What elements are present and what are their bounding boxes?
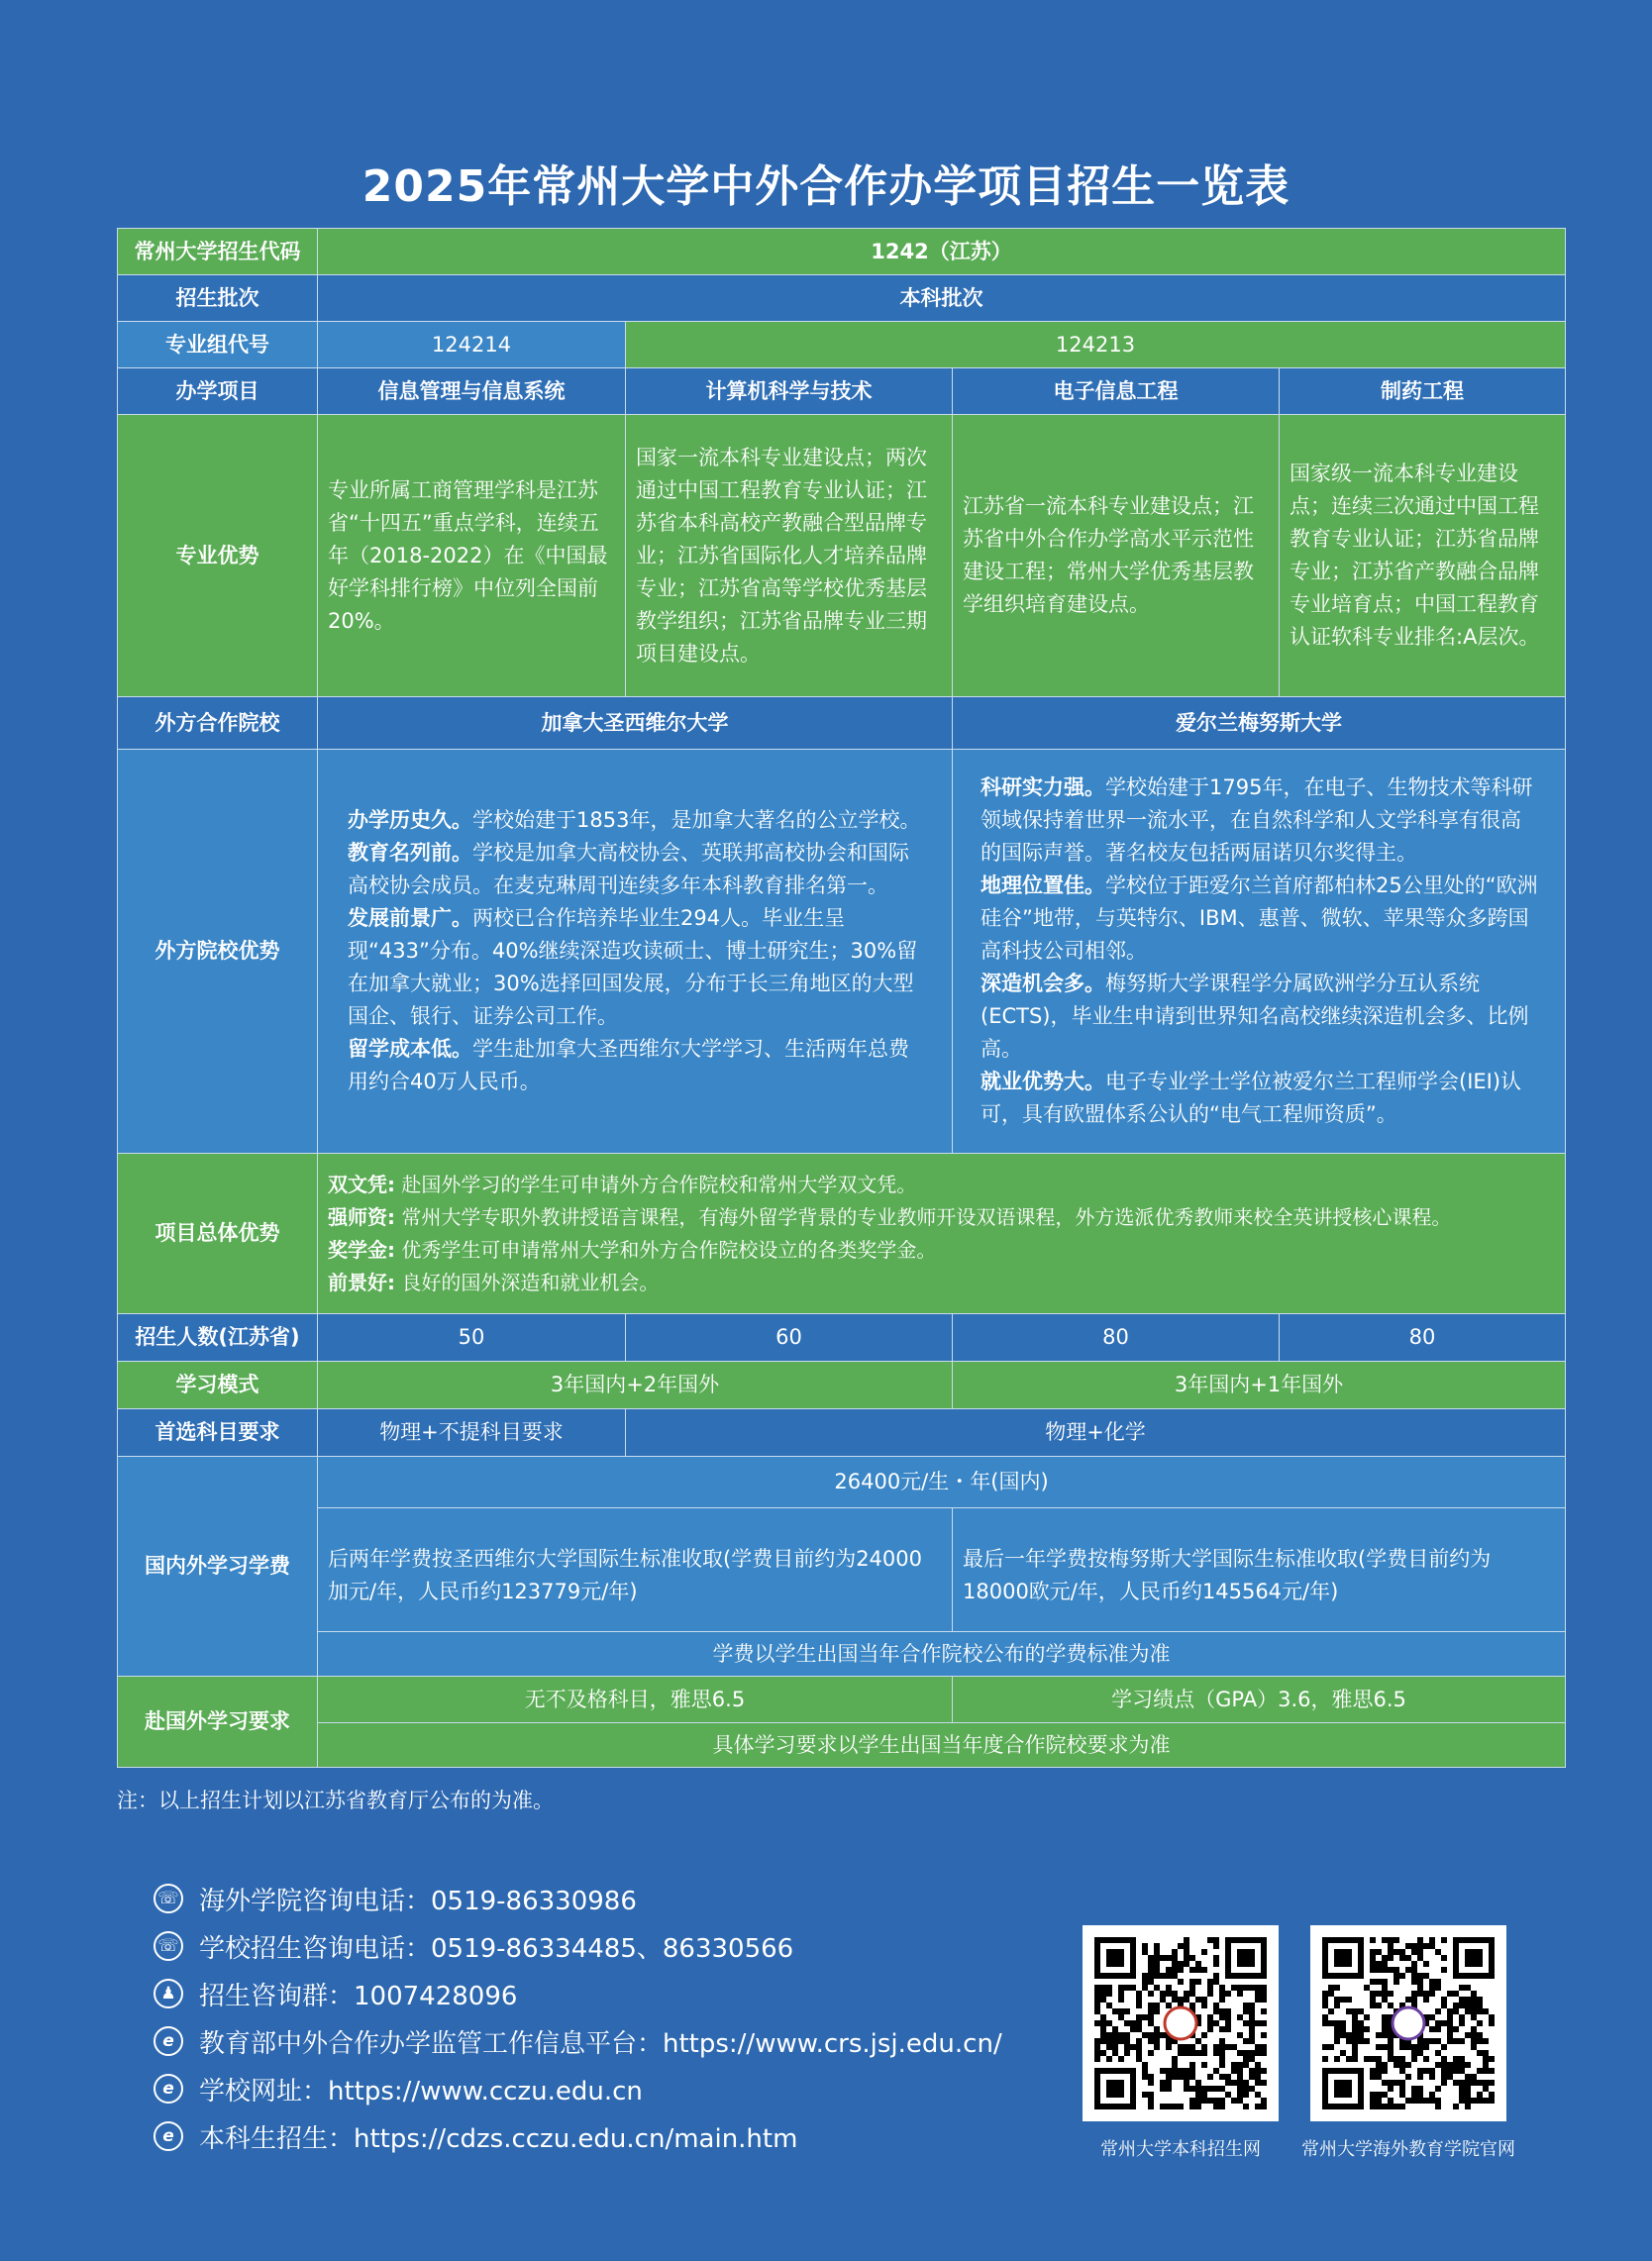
program-name: 制药工程 xyxy=(1280,368,1566,415)
advantage-text: 国家级一流本科专业建设点；连续三次通过中国工程教育专业认证；江苏省品牌专业；江苏省产教融合品牌专业培育点；中国工程教育认证软科专业排名:A层次。 xyxy=(1280,415,1566,697)
partner-adv-label: 外方院校优势 xyxy=(118,750,318,1154)
row-fee-domestic xyxy=(118,1457,1566,1508)
adv-item: 科研实力强。学校始建于1795年，在电子、生物技术等科研领域保持着世界一流水平，在自然科学和人文学科享有很高的国际声誉。著名校友包括两届诺贝尔奖得主。 xyxy=(981,775,1533,865)
row-subject xyxy=(118,1409,1566,1457)
row-batch xyxy=(118,275,1566,322)
row-program xyxy=(118,368,1566,415)
footnote: 注：以上招生计划以江苏省教育厅公布的为准。 xyxy=(117,1789,554,1812)
quota-value: 60 xyxy=(626,1314,953,1362)
row-partner-advantage xyxy=(118,750,1566,1154)
group-code-2: 124213 xyxy=(626,322,1566,368)
contact-text: 海外学院咨询电话：0519-86330986 xyxy=(199,1886,637,1916)
page-title: 2025年常州大学中外合作办学项目招生一览表 xyxy=(361,161,1291,212)
adv-item: 就业优势大。电子专业学士学位被爱尔兰工程师学会(IEI)认可，具有欧盟体系公认的“电气工程师资质”。 xyxy=(981,1070,1522,1126)
row-partner xyxy=(118,697,1566,750)
group-label: 专业组代号 xyxy=(118,322,318,368)
row-req-note xyxy=(118,1723,1566,1768)
contact-item xyxy=(154,1922,1002,1970)
advantage-text: 国家一流本科专业建设点；两次通过中国工程教育专业认证；江苏省本科高校产教融合型品牌专业；江苏省国际化人才培养品牌专业；江苏省高等学校优秀基层教学组织；江苏省品牌专业三期项目建设点。 xyxy=(626,415,953,697)
program-name: 电子信息工程 xyxy=(953,368,1280,415)
overall-item: 强师资: 常州大学专职外教讲授语言课程，有海外留学背景的专业教师开设双语课程，外方选派优秀教师来校全英讲授核心课程。 xyxy=(328,1204,1452,1229)
contact-link[interactable]: 学校网址：https://www.cczu.edu.cn xyxy=(199,2076,643,2107)
adv-item: 教育名列前。学校是加拿大高校协会、英联邦高校协会和国际高校协会成员。在麦克琳周刊连续多年本科教育排名第一。 xyxy=(348,841,909,897)
partner-adv-1 xyxy=(318,750,953,1154)
row-overall xyxy=(118,1154,1566,1314)
advantage-text: 专业所属工商管理学科是江苏省“十四五”重点学科，连续五年（2018-2022）在《中国最好学科排行榜》中位列全国前20%。 xyxy=(318,415,626,697)
row-group xyxy=(118,322,1566,368)
batch-value: 本科批次 xyxy=(318,275,1566,322)
quota-value: 80 xyxy=(953,1314,1280,1362)
mode-label: 学习模式 xyxy=(118,1362,318,1409)
qr-code-undergrad xyxy=(1083,1925,1279,2121)
contact-text: 招生咨询群：1007428096 xyxy=(199,1981,518,2011)
contact-item[interactable] xyxy=(154,2065,1002,2112)
contact-item[interactable] xyxy=(154,2017,1002,2065)
adv-item: 办学历史久。学校始建于1853年，是加拿大著名的公立学校。 xyxy=(348,808,921,832)
program-label: 办学项目 xyxy=(118,368,318,415)
contact-link[interactable]: 教育部中外合作办学监管工作信息平台：https://www.crs.jsj.edu.cn/ xyxy=(199,2028,1002,2059)
code-value: 1242（江苏） xyxy=(318,229,1566,275)
qr-caption: 常州大学本科招生网 xyxy=(1100,2139,1261,2160)
overall-item: 前景好: 良好的国外深造和就业机会。 xyxy=(328,1270,660,1294)
adv-item: 留学成本低。学生赴加拿大圣西维尔大学学习、生活两年总费用约合40万人民币。 xyxy=(348,1037,909,1093)
fee-note: 学费以学生出国当年合作院校公布的学费标准为准 xyxy=(318,1632,1566,1677)
req-value-2: 学习绩点（GPA）3.6，雅思6.5 xyxy=(953,1677,1566,1723)
partner-name-2: 爱尔兰梅努斯大学 xyxy=(953,697,1566,750)
fee-abroad-2: 最后一年学费按梅努斯大学国际生标准收取(学费目前约为18000欧元/年，人民币约145564元/年) xyxy=(953,1508,1566,1632)
adv-item: 发展前景广。两校已合作培养毕业生294人。毕业生呈现“433”分布。40%继续深造攻读硕士、博士研究生；30%留在加拿大就业；30%选择回国发展，分布于长三角地区的大型国企、银行、证券公司工作。 xyxy=(348,906,918,1028)
req-value-1: 无不及格科目，雅思6.5 xyxy=(318,1677,953,1723)
adv-item: 深造机会多。梅努斯大学课程学分属欧洲学分互认系统(ECTS)，毕业生申请到世界知名高校继续深造机会多、比例高。 xyxy=(981,972,1529,1061)
subject-label: 首选科目要求 xyxy=(118,1409,318,1457)
program-name: 计算机科学与技术 xyxy=(626,368,953,415)
contact-text: 学校招生咨询电话：0519-86334485、86330566 xyxy=(199,1933,794,1964)
contact-item xyxy=(154,1970,1002,2017)
browser-icon: e xyxy=(154,2026,183,2056)
row-fee-note xyxy=(118,1632,1566,1677)
req-label: 赴国外学习要求 xyxy=(118,1677,318,1768)
contact-link[interactable]: 本科生招生：https://cdzs.cczu.edu.cn/main.htm xyxy=(199,2123,798,2154)
subject-value-2: 物理+化学 xyxy=(626,1409,1566,1457)
browser-icon: e xyxy=(154,2121,183,2151)
phone-icon: ☏ xyxy=(154,1884,183,1913)
fee-abroad-1: 后两年学费按圣西维尔大学国际生标准收取(学费目前约为24000加元/年，人民币约123779元/年) xyxy=(318,1508,953,1632)
row-mode xyxy=(118,1362,1566,1409)
row-quota xyxy=(118,1314,1566,1362)
phone-icon: ☏ xyxy=(154,1931,183,1961)
adv-item: 地理位置佳。学校位于距爱尔兰首府都柏林25公里处的“欧洲硅谷”地带，与英特尔、IBM、惠普、微软、苹果等众多跨国高科技公司相邻。 xyxy=(981,874,1538,963)
fee-domestic: 26400元/生・年(国内) xyxy=(318,1457,1566,1508)
quota-value: 80 xyxy=(1280,1314,1566,1362)
contact-item[interactable] xyxy=(154,2112,1002,2160)
overall-advantages xyxy=(318,1154,1566,1314)
row-req xyxy=(118,1677,1566,1723)
partner-name-1: 加拿大圣西维尔大学 xyxy=(318,697,953,750)
qq-icon: ♟ xyxy=(154,1979,183,2008)
quota-value: 50 xyxy=(318,1314,626,1362)
mode-value-2: 3年国内+1年国外 xyxy=(953,1362,1566,1409)
overall-label: 项目总体优势 xyxy=(118,1154,318,1314)
partner-adv-2 xyxy=(953,750,1566,1154)
qr-code-overseas xyxy=(1310,1925,1506,2121)
advantage-text: 江苏省一流本科专业建设点；江苏省中外合作办学高水平示范性建设工程；常州大学优秀基层教学组织培育建设点。 xyxy=(953,415,1280,697)
subject-value-1: 物理+不提科目要求 xyxy=(318,1409,626,1457)
overall-item: 双文凭: 赴国外学习的学生可申请外方合作院校和常州大学双文凭。 xyxy=(328,1172,917,1196)
req-note: 具体学习要求以学生出国当年度合作院校要求为准 xyxy=(318,1723,1566,1768)
browser-icon: e xyxy=(154,2074,183,2104)
group-code-1: 124214 xyxy=(318,322,626,368)
contact-item xyxy=(154,1875,1002,1922)
row-code xyxy=(118,229,1566,275)
partner-label: 外方合作院校 xyxy=(118,697,318,750)
advantage-label: 专业优势 xyxy=(118,415,318,697)
contact-list xyxy=(154,1875,1002,2160)
program-name: 信息管理与信息系统 xyxy=(318,368,626,415)
overall-item: 奖学金: 优秀学生可申请常州大学和外方合作院校设立的各类奖学金。 xyxy=(328,1237,937,1262)
code-label: 常州大学招生代码 xyxy=(118,229,318,275)
mode-value-1: 3年国内+2年国外 xyxy=(318,1362,953,1409)
row-advantage xyxy=(118,415,1566,697)
batch-label: 招生批次 xyxy=(118,275,318,322)
quota-label: 招生人数(江苏省) xyxy=(118,1314,318,1362)
row-fee-abroad xyxy=(118,1508,1566,1632)
admission-table xyxy=(117,228,1566,1768)
qr-caption: 常州大学海外教育学院官网 xyxy=(1301,2139,1515,2160)
fee-label: 国内外学习学费 xyxy=(118,1457,318,1677)
